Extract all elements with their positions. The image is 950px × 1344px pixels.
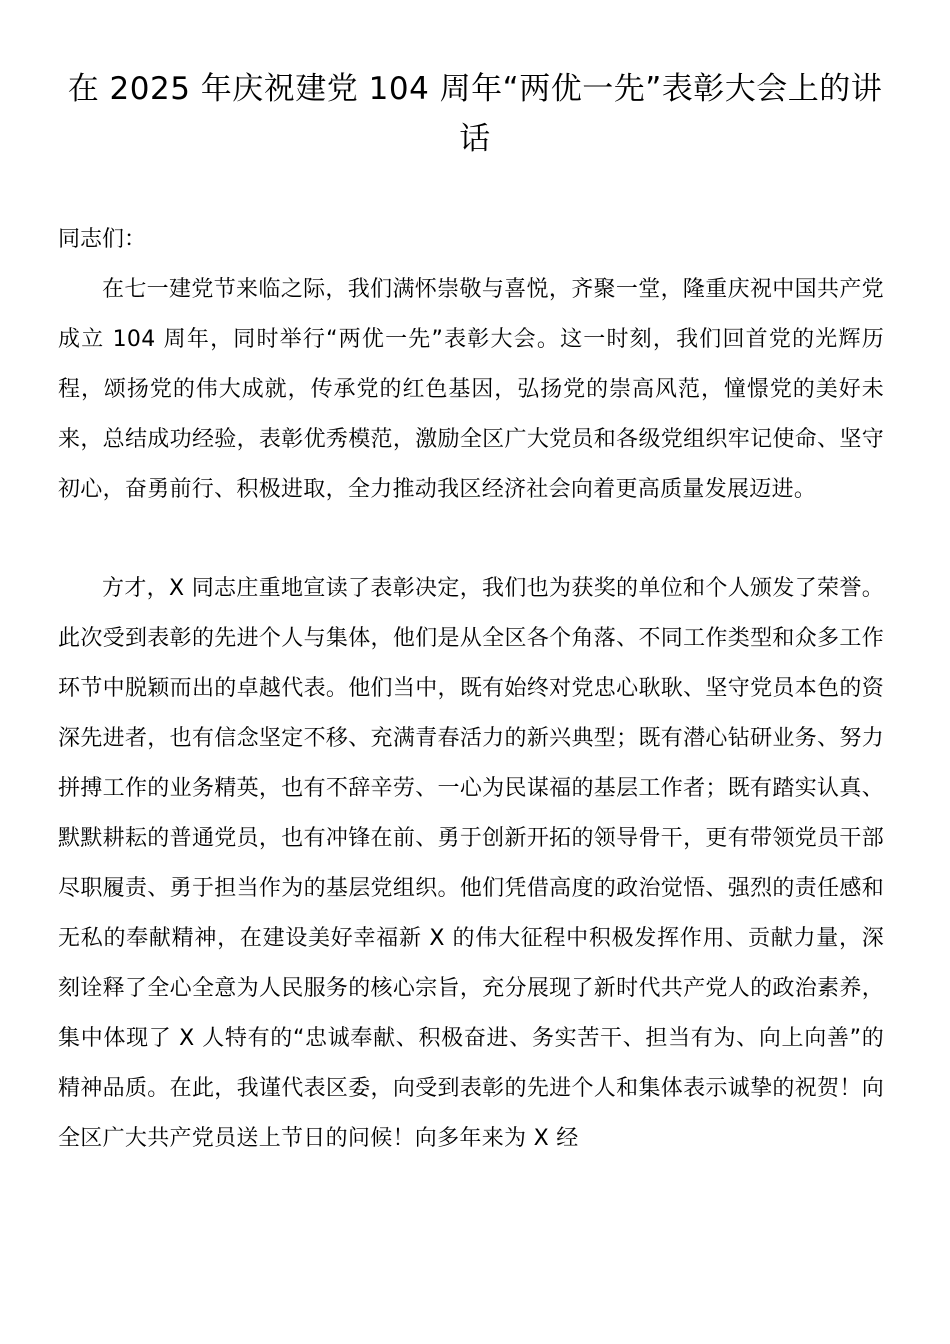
- salutation: 同志们：: [58, 227, 147, 252]
- document-title: 在 2025 年庆祝建党 104 周年“两优一先”表彰大会上的讲话: [67, 71, 883, 157]
- paragraph-opening: 在七一建党节来临之际，我们满怀崇敬与喜悦，齐聚一堂，隆重庆祝中国共产党成立 104 周年，同时举行“两优一先”表彰大会。这一时刻，我们回首党的光辉历程，颂扬党的伟大成就，传承党的红色基因，弘扬党的崇高风范，憧憬党的美好未来，总结成功经验，表彰优秀模范，激励全区广大党员和各级党组织牢记使命、坚守初心，奋勇前行、积极进取，全力推动我区经济社会向着更高质量发展迈进。: [58, 277, 884, 502]
- paragraph-commendation: 方才，X 同志庄重地宣读了表彰决定，我们也为获奖的单位和个人颁发了荣誉。此次受到表彰的先进个人与集体，他们是从全区各个角落、不同工作类型和众多工作环节中脱颖而出的卓越代表。他们当中，既有始终对党忠心耿耿、坚守党员本色的资深先进者，也有信念坚定不移、充满青春活力的新兴典型；既有潜心钻研业务、努力拼搏工作的业务精英，也有不辞辛劳、一心为民谋福的基层工作者；既有踏实认真、默默耕耘的普通党员，也有冲锋在前、勇于创新开拓的领导骨干，更有带领党员干部尽职履责、勇于担当作为的基层党组织。他们凭借高度的政治觉悟、强烈的责任感和无私的奉献精神，在建设美好幸福新 X 的伟大征程中积极发挥作用、贡献力量，深刻诠释了全心全意为人民服务的核心宗旨，充分展现了新时代共产党人的政治素养，集中体现了 X 人特有的“忠诚奉献、积极奋进、务实苦干、担当有为、向上向善”的精神品质。在此，我谨代表区委，向受到表彰的先进个人和集体表示诚挚的祝贺！向全区广大共产党员送上节日的问候！向多年来为 X 经: [58, 576, 884, 1151]
